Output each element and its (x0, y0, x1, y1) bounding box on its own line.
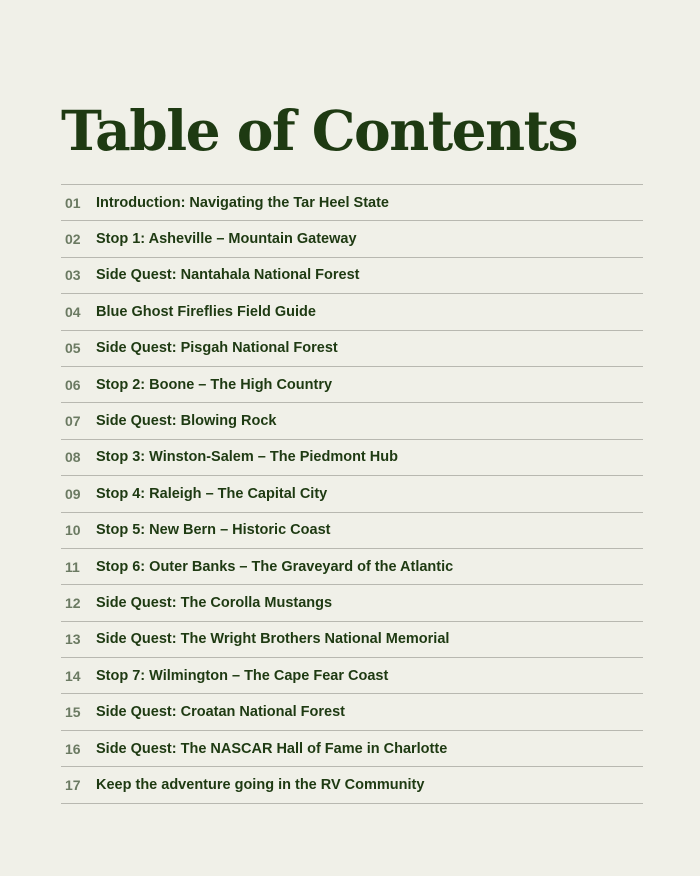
toc-entry-number: 11 (65, 558, 80, 575)
toc-entry-number: 04 (65, 303, 81, 320)
toc-entry-number: 13 (65, 631, 81, 648)
toc-entry[interactable] (61, 549, 643, 585)
toc-entry[interactable] (61, 331, 643, 367)
toc-entry-number: 06 (65, 376, 81, 393)
toc-entry-number: 07 (65, 413, 81, 430)
toc-entry-number: 17 (65, 776, 81, 793)
toc-entry-title[interactable]: Keep the adventure going in the RV Community (96, 776, 425, 793)
toc-entry[interactable] (61, 403, 643, 439)
toc-entry-number: 05 (65, 340, 81, 357)
toc-entry-number: 12 (65, 594, 81, 611)
page-title: Table of Contents (61, 98, 577, 163)
toc-entry[interactable] (61, 622, 643, 658)
toc-entry[interactable] (61, 258, 643, 294)
toc-entry-title[interactable]: Stop 4: Raleigh – The Capital City (96, 485, 328, 502)
toc-entry-title[interactable]: Side Quest: Nantahala National Forest (96, 267, 360, 284)
toc-entry-title[interactable]: Side Quest: Croatan National Forest (96, 704, 345, 721)
toc-entry-number: 16 (65, 740, 81, 757)
toc-entry[interactable] (61, 185, 643, 221)
toc-entry[interactable] (61, 585, 643, 621)
toc-entry-title[interactable]: Stop 1: Asheville – Mountain Gateway (96, 231, 357, 248)
toc-entry-title[interactable]: Stop 6: Outer Banks – The Graveyard of the Atlantic (96, 558, 454, 575)
toc-entry-title[interactable]: Stop 5: New Bern – Historic Coast (96, 522, 331, 539)
toc-entry[interactable] (61, 367, 643, 403)
toc-entry-title[interactable]: Side Quest: The Wright Brothers National Memorial (96, 631, 450, 648)
toc-entry[interactable] (61, 694, 643, 730)
toc-entry[interactable] (61, 294, 643, 330)
toc-entry[interactable] (61, 731, 643, 767)
toc-entry-number: 15 (65, 704, 81, 721)
toc-entry-number: 09 (65, 485, 81, 502)
toc-entry[interactable] (61, 513, 643, 549)
toc-entry-title[interactable]: Stop 7: Wilmington – The Cape Fear Coast (96, 667, 389, 684)
toc-entry-title[interactable]: Stop 3: Winston-Salem – The Piedmont Hub (96, 449, 398, 466)
toc-entry-number: 02 (65, 231, 81, 248)
toc-entry[interactable] (61, 440, 643, 476)
toc-entry-title[interactable]: Side Quest: Blowing Rock (96, 413, 277, 430)
toc-entry[interactable] (61, 658, 643, 694)
toc-entry[interactable] (61, 767, 643, 803)
toc-entry-title[interactable]: Side Quest: The NASCAR Hall of Fame in Charlotte (96, 740, 448, 757)
toc-entry-number: 08 (65, 449, 81, 466)
toc-entry-title[interactable]: Introduction: Navigating the Tar Heel State (96, 194, 389, 211)
toc-entry-number: 01 (65, 194, 81, 211)
toc-entry-title[interactable]: Side Quest: The Corolla Mustangs (96, 594, 333, 611)
toc-entry-number: 03 (65, 267, 81, 284)
toc-entry-title[interactable]: Side Quest: Pisgah National Forest (96, 340, 338, 357)
toc-entry-title[interactable]: Stop 2: Boone – The High Country (96, 376, 333, 393)
toc-entry-number: 10 (65, 522, 81, 539)
toc-list (61, 184, 643, 804)
toc-entry-number: 14 (65, 667, 81, 684)
toc-entry-title[interactable]: Blue Ghost Fireflies Field Guide (96, 303, 316, 320)
toc-entry[interactable] (61, 476, 643, 512)
toc-entry[interactable] (61, 221, 643, 257)
